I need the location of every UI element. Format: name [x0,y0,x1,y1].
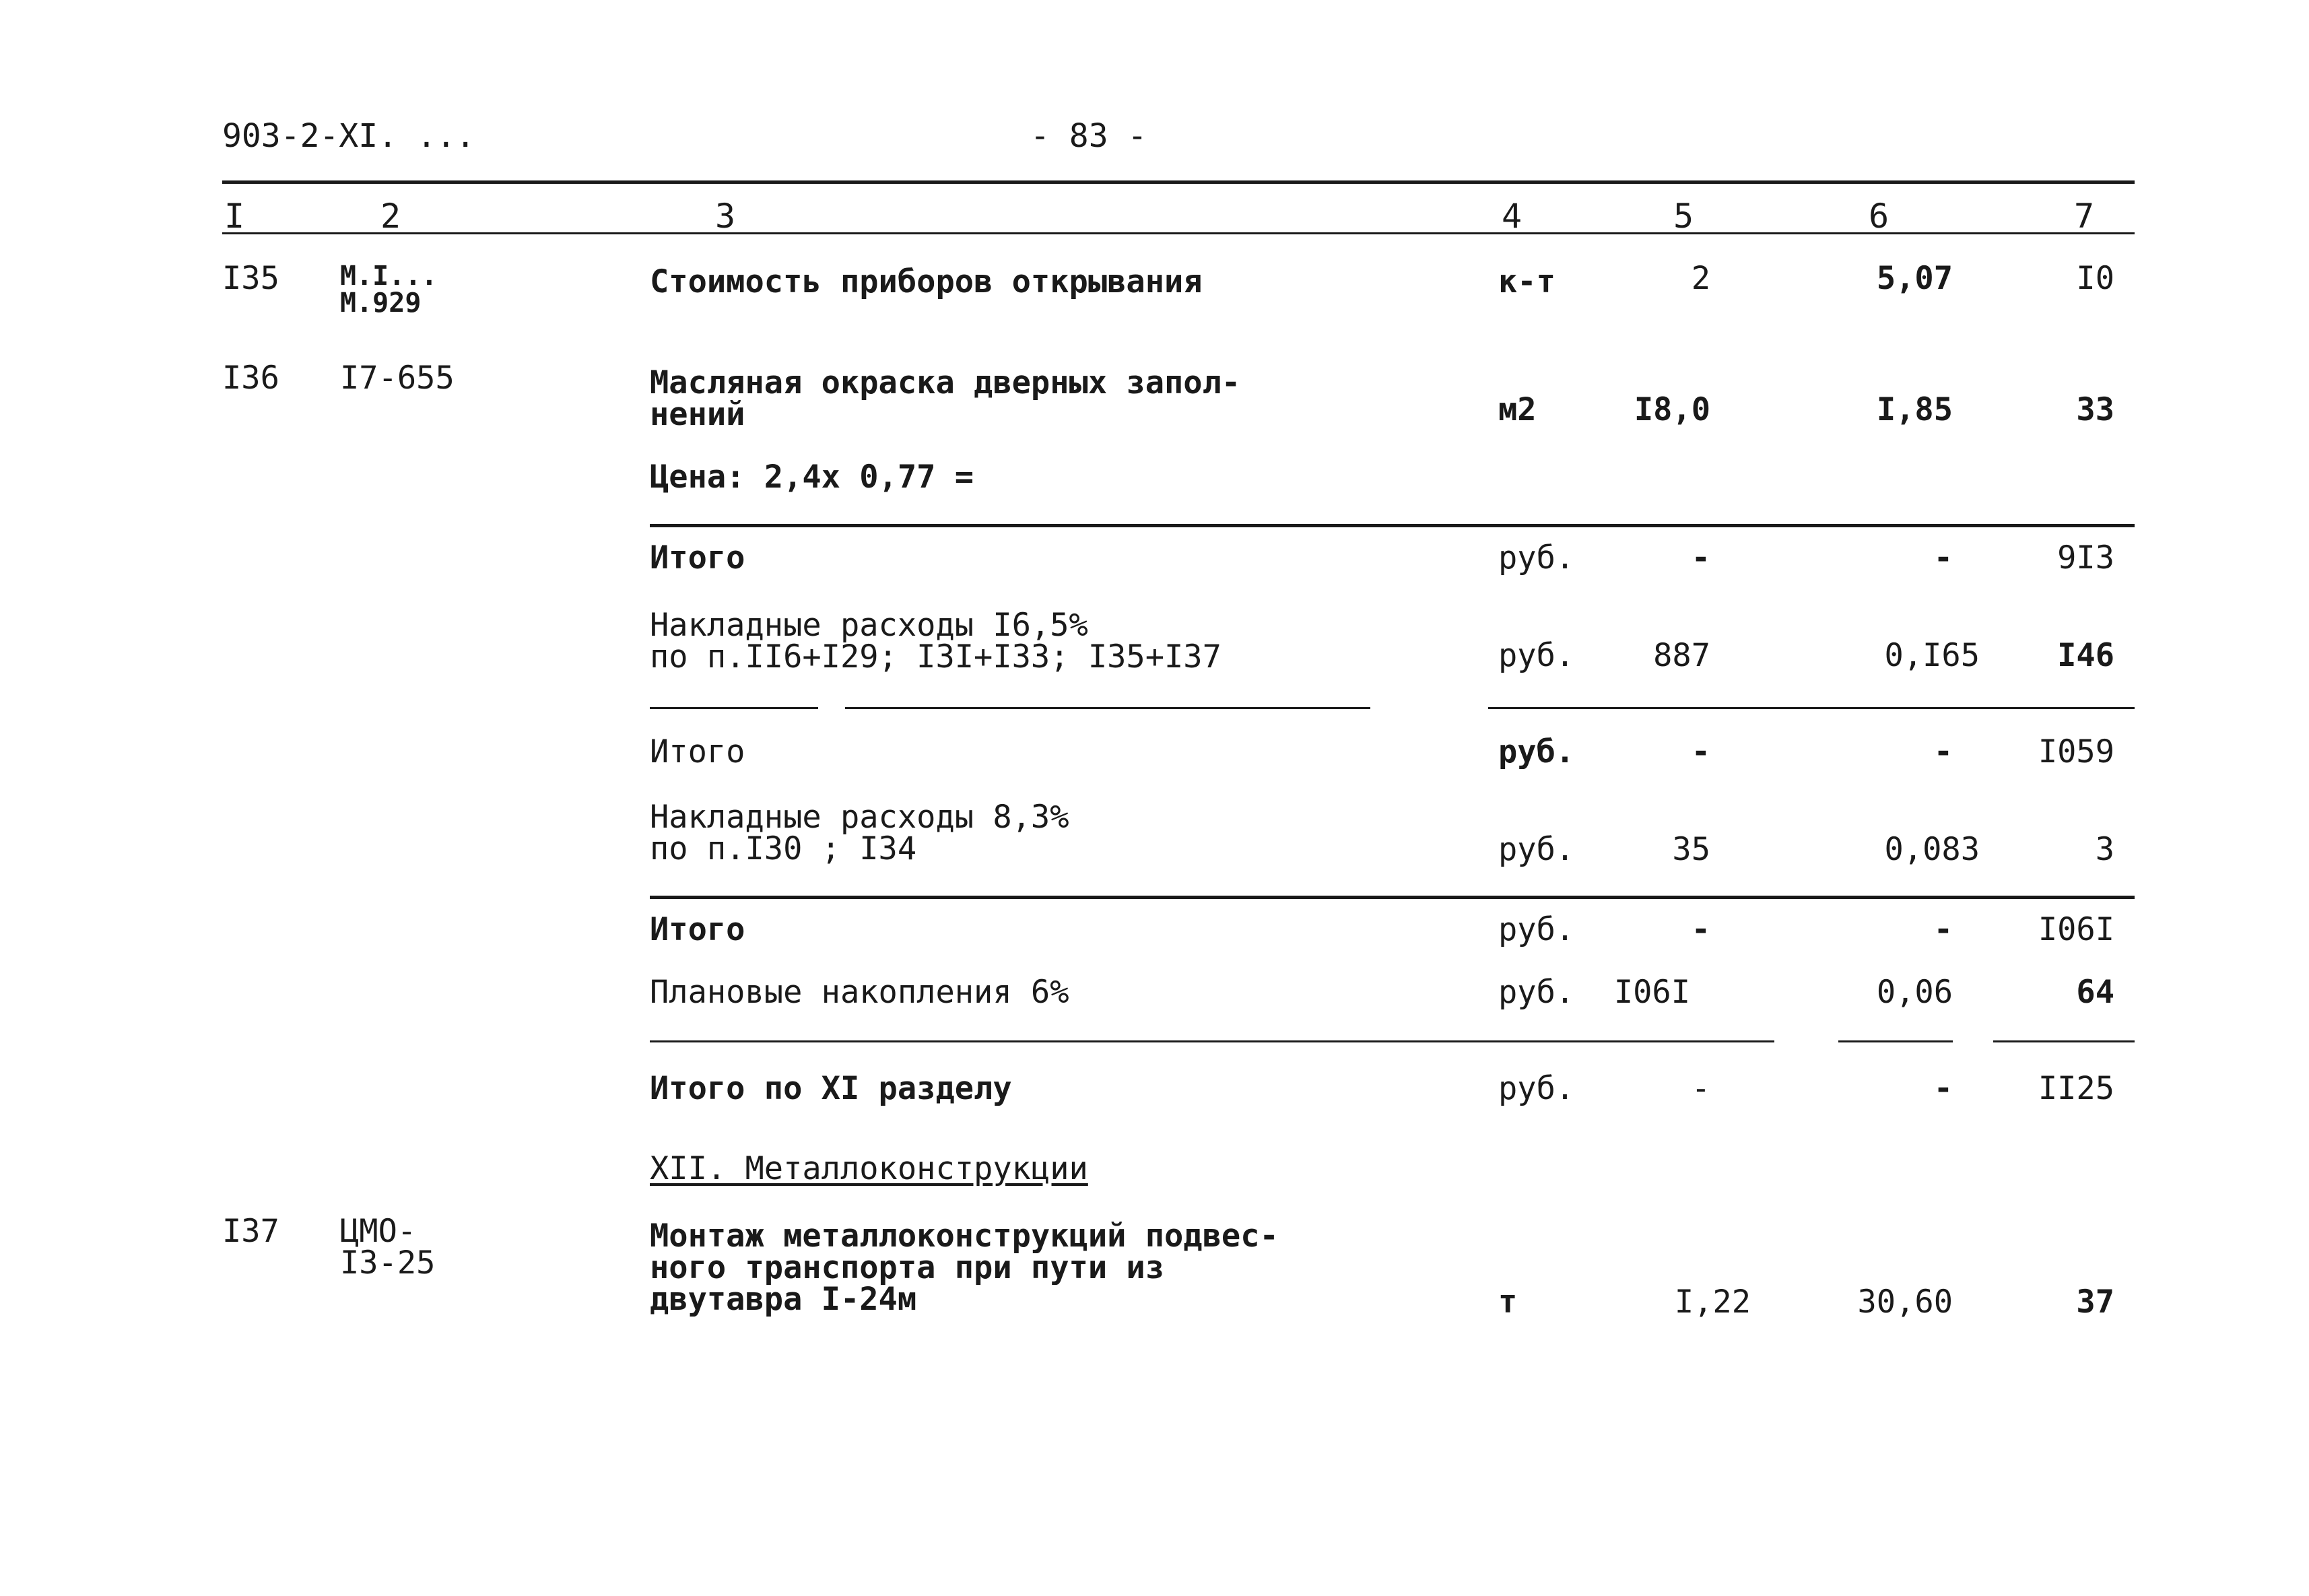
column-number-3: 3 [715,197,736,236]
row-price: - [1933,539,1953,576]
row-price: 30,60 [1857,1284,1953,1321]
row-unit: руб. [1498,733,1575,770]
row-total: I059 [2038,733,2114,770]
row-price: - [1933,911,1953,948]
row-total: I0 [2076,260,2114,297]
row-quantity: 35 [1672,831,1710,868]
subtotal-rule [650,524,2135,527]
column-number-7: 7 [2074,197,2095,236]
row-quantity: - [1691,1070,1710,1107]
column-number-1: I [224,197,245,236]
row-code: M.I... M.929 [340,261,438,319]
row-description: Итого [650,911,745,948]
price-note: Цена: 2,4х 0,77 = [650,459,974,496]
row-number: I36 [222,360,279,397]
row-total: 3 [2095,831,2114,868]
row-description: Итого [650,539,745,576]
row-total: 64 [2076,974,2114,1011]
row-total: II25 [2038,1070,2114,1107]
row-description: Масляная окраска дверных запол- нений [650,364,1241,433]
row-number: I35 [222,260,279,297]
table-top-rule [222,180,2135,184]
row-quantity: I06I [1613,974,1690,1011]
row-price: 5,07 [1876,260,1953,297]
row-quantity: 887 [1653,637,1710,674]
row-total: 9I3 [2057,539,2114,576]
row-price: - [1933,1070,1953,1107]
divider-rule [1838,1040,1953,1042]
row-description: Монтаж металлоконструкций подвес- ного транспорта при пути из двутавра I-24м [650,1218,1279,1318]
row-unit: руб. [1498,1070,1575,1107]
divider-rule [1993,1040,2135,1042]
row-quantity: I8,0 [1634,391,1710,428]
divider-rule [650,1040,1774,1042]
row-total: 37 [2076,1284,2114,1321]
row-description: Накладные расходы 8,3% по п.I30 ; I34 [650,799,1069,867]
row-quantity: 2 [1691,260,1710,297]
column-number-4: 4 [1502,197,1522,236]
row-code: ЦМО- I3-25 [340,1213,436,1282]
subtotal-rule [650,896,2135,899]
row-unit: м2 [1498,391,1537,428]
divider-rule [650,707,818,709]
column-number-6: 6 [1869,197,1889,236]
row-quantity: - [1691,539,1710,576]
section-total-label [650,1070,1012,1107]
section-heading: XII. Металлоконструкции [650,1150,1088,1187]
row-unit: т [1498,1284,1518,1321]
row-price: - [1933,733,1953,770]
row-number: I37 [222,1213,279,1250]
row-unit: к-т [1498,263,1555,300]
row-unit: руб. [1498,637,1575,674]
row-unit: руб. [1498,974,1575,1011]
divider-rule [1488,707,2135,709]
column-numbers-rule [222,232,2135,234]
column-number-2: 2 [380,197,401,236]
section-total-label-text: Итого по XI разделу [650,1070,1012,1107]
row-quantity: - [1691,911,1710,948]
row-price: I,85 [1876,391,1953,428]
row-description: Накладные расходы I6,5% по п.II6+I29; I3I+I33; I35+I37 [650,607,1222,675]
column-number-5: 5 [1673,197,1694,236]
row-price: 0,06 [1876,974,1953,1011]
row-price: 0,I65 [1884,637,1980,674]
row-quantity: - [1691,733,1710,770]
row-unit: руб. [1498,911,1575,948]
row-total: I46 [2057,637,2114,674]
page-number: - 83 - [1030,117,1147,155]
row-description: Плановые накопления 6% [650,974,1069,1011]
row-price: 0,083 [1884,831,1980,868]
row-unit: руб. [1498,539,1575,576]
row-total: 33 [2076,391,2114,428]
row-code: I7-655 [340,360,455,397]
document-code: 903-2-XI. ... [222,117,475,155]
row-description: Итого [650,733,745,770]
row-description: Стоимость приборов открывания [650,263,1203,300]
row-quantity: I,22 [1674,1284,1751,1321]
divider-rule [845,707,1370,709]
row-total: I06I [2038,911,2114,948]
row-unit: руб. [1498,831,1575,868]
